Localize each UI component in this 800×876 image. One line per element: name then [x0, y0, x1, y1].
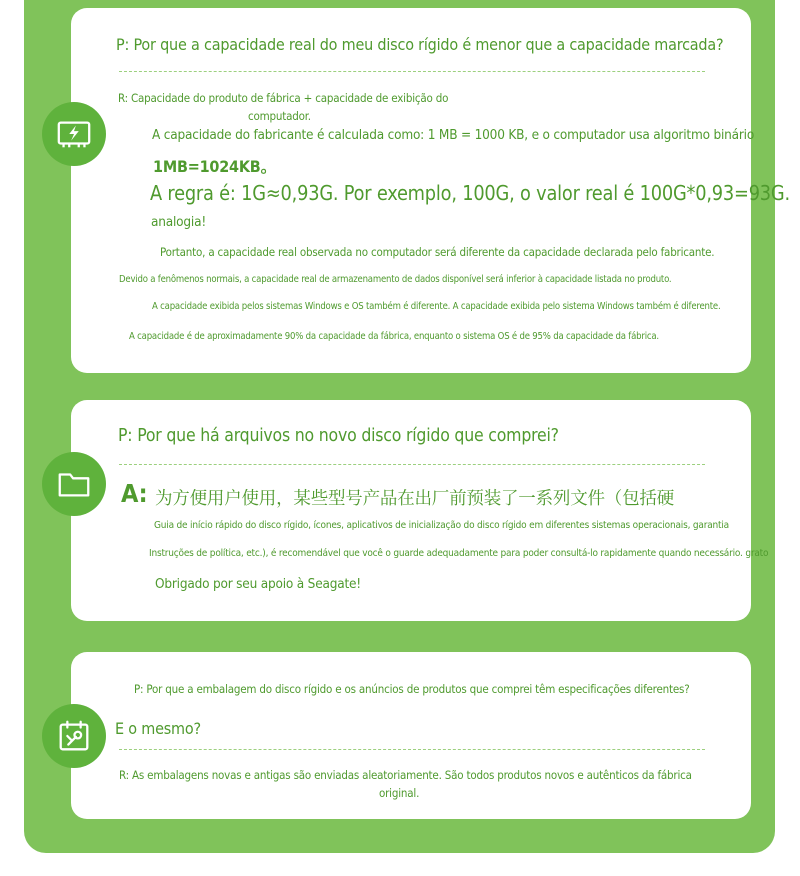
- faq-answer-2-line: Guia de início rápido do disco rígido, ícones, aplicativos de inicialização do disco rígido em diferentes sistemas operacionais, garantia: [154, 520, 729, 531]
- faq-question-1: P: Por que a capacidade real do meu disco rígido é menor que a capacidade marcada?: [116, 35, 724, 54]
- faq-answer-1-line: A capacidade do fabricante é calculada como: 1 MB = 1000 KB, e o computador usa algoritmo binário: [152, 127, 755, 143]
- divider: [119, 71, 705, 72]
- battery-charging-icon: [42, 102, 106, 166]
- calendar-tools-icon: [42, 704, 106, 768]
- faq-answer-1-line: Portanto, a capacidade real observada no computador será diferente da capacidade declarada pelo fabricante.: [160, 245, 715, 259]
- faq-answer-2-line: 为方便用户使用，某些型号产品在出厂前预装了一系列文件（包括硬: [155, 489, 674, 509]
- faq-question-3: P: Por que a embalagem do disco rígido e os anúncios de produtos que comprei têm especificações diferentes?: [134, 682, 690, 696]
- faq-answer-3-line: original.: [379, 786, 420, 800]
- faq-answer-1-line: 1MB=1024KB。: [153, 157, 277, 176]
- faq-answer-1-line: A regra é: 1G≈0,93G. Por exemplo, 100G, o valor real é 100G*0,93=93G.: [150, 181, 790, 205]
- faq-answer-1-line: computador.: [248, 109, 311, 123]
- faq-answer-3-line: R: As embalagens novas e antigas são enviadas aleatoriamente. São todos produtos novos e autênticos da fábrica: [119, 768, 692, 782]
- divider: [119, 749, 705, 750]
- faq-question-2: P: Por que há arquivos no novo disco rígido que comprei?: [118, 426, 559, 446]
- faq-answer-2-prefix: A:: [121, 479, 148, 508]
- faq-answer-1-line: Devido a fenômenos normais, a capacidade real de armazenamento de dados disponível será inferior à capacidade listada no produto.: [119, 274, 672, 285]
- faq-answer-1-line: A capacidade é de aproximadamente 90% da capacidade da fábrica, enquanto o sistema OS é de 95% da capacidade da fábrica.: [129, 331, 659, 342]
- faq-answer-2-line: Instruções de política, etc.), é recomendável que você o guarde adequadamente para poder consultá-lo rapidamente quando necessário. grato: [149, 548, 769, 559]
- faq-answer-2-line: Obrigado por seu apoio à Seagate!: [155, 576, 361, 592]
- faq-answer-1-line: R: Capacidade do produto de fábrica + capacidade de exibição do: [118, 91, 449, 105]
- faq-answer-1-line: A capacidade exibida pelos sistemas Windows e OS também é diferente. A capacidade exibida pelo sistema Windows também é diferente.: [152, 301, 721, 312]
- faq-answer-1-line: analogia!: [151, 214, 206, 230]
- folder-icon: [42, 452, 106, 516]
- divider: [119, 464, 705, 465]
- faq-question-3-cont: E o mesmo?: [115, 719, 201, 738]
